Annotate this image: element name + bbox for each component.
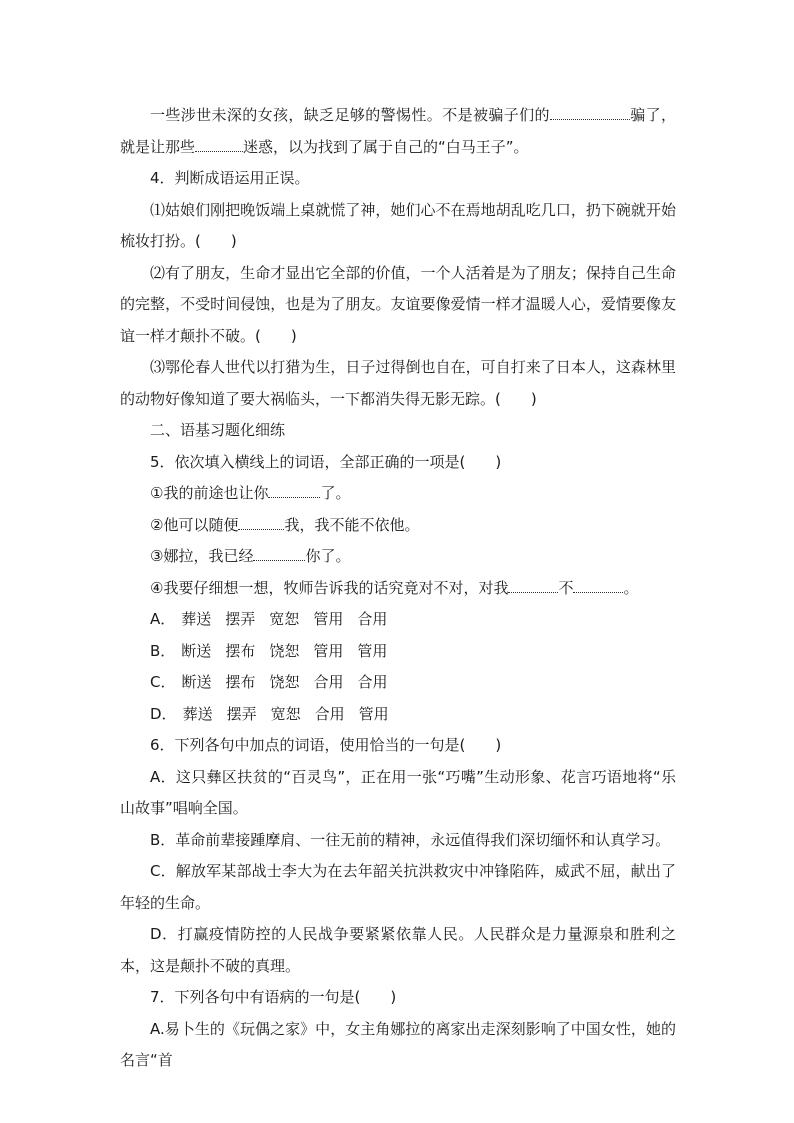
answer-blank[interactable] (508, 578, 558, 593)
q6-option-d[interactable]: D．打赢疫情防控的人民战争要紧紧依靠人民。人民群众是力量源泉和胜利之本，这是颠扑不破的真理。 (120, 925, 676, 975)
section-2-title: 二、语基习题化细练 (150, 421, 286, 439)
q5-s2-text: ②他可以随便 (150, 515, 239, 534)
option-word: 摆弄 (226, 704, 257, 723)
option-letter: C． (150, 673, 176, 691)
q5-s1-tail: 了。 (320, 484, 351, 502)
q6-option-c[interactable]: C．解放军某部战士李大为在去年韶关抗洪救灾中冲锋陷阵，威武不屈，献出了年轻的生命。 (120, 862, 676, 912)
option-word: 葬送 (181, 610, 212, 628)
intro-text-2: 骗了，就是让那些 (120, 106, 676, 156)
q7-title: 7．下列各句中有语病的一句是( ) (150, 988, 397, 1006)
q5-s4-mid: 不 (558, 578, 574, 597)
answer-blank[interactable] (195, 137, 243, 152)
option-word: 管用 (358, 704, 389, 723)
option-word: 管用 (313, 610, 344, 628)
option-word: 管用 (313, 641, 344, 660)
q7-option-a[interactable]: A.易卜生的《玩偶之家》中，女主角娜拉的离家出走深刻影响了中国女性，她的名言“首 (120, 1019, 676, 1069)
q5-sentence-1 (120, 478, 676, 510)
option-word: 合用 (357, 673, 388, 691)
q6-option-a[interactable]: A．这只彝区扶贫的“百灵鸟”，正在用一张“巧嘴”生动形象、花言巧语地将“乐山故事”唱响全国。 (120, 767, 676, 817)
answer-blank[interactable] (550, 105, 630, 120)
option-word: 宽恕 (270, 704, 301, 723)
option-letter: B． (150, 641, 176, 660)
q6-option-b[interactable]: B．革命前辈接踵摩肩、一往无前的精神，永远值得我们深切缅怀和认真学习。 (150, 830, 671, 849)
option-word: 合用 (357, 610, 388, 628)
answer-blank[interactable] (573, 578, 623, 593)
option-letter: A． (150, 610, 176, 628)
intro-text-1: 一些涉世未深的女孩，缺乏足够的警惕性。不是被骗子们的 (150, 106, 550, 124)
q4-item-2: ⑵有了朋友，生命才显出它全部的价值，一个人活着是为了朋友；保持自己生命的完整，不受时间侵蚀，也是为了朋友。友谊要像爱情一样才温暖人心，爱情要像友谊一样才颠扑不破。( ) (120, 263, 676, 345)
option-word: 葬送 (182, 704, 213, 723)
option-word: 摆布 (225, 641, 256, 660)
q4-title: 4．判断成语运用正误。 (150, 169, 310, 187)
answer-blank[interactable] (238, 515, 284, 530)
intro-text-3: 迷惑，以为找到了属于自己的“白马王子”。 (243, 137, 529, 156)
q5-option-b[interactable] (120, 636, 676, 668)
q5-sentence-3 (120, 541, 676, 573)
option-word: 摆布 (225, 673, 256, 691)
option-word: 合用 (313, 673, 344, 691)
q5-option-a[interactable] (120, 604, 676, 636)
option-word: 断送 (181, 673, 212, 691)
q5-sentence-4 (120, 573, 676, 605)
answer-blank[interactable] (268, 483, 320, 498)
q5-s3-tail: 你了。 (305, 547, 351, 565)
document-body (120, 100, 676, 1077)
q5-s4-tail: 。 (623, 578, 639, 597)
option-word: 饶恕 (269, 641, 300, 660)
q5-sentence-2 (120, 510, 676, 542)
q5-s3-text: ③娜拉，我已经 (150, 547, 254, 565)
q5-s1-text: ①我的前途也让你 (150, 484, 269, 502)
option-letter: D． (150, 704, 177, 723)
q5-s4-text: ④我要仔细想一想，牧师告诉我的话究竟对不对，对我 (150, 578, 509, 597)
q5-title: 5．依次填入横线上的词语，全部正确的一项是( ) (150, 452, 502, 471)
option-word: 宽恕 (269, 610, 300, 628)
answer-blank[interactable] (253, 546, 305, 561)
q5-s2-tail: 我，我不能不依他。 (284, 515, 420, 534)
option-word: 摆弄 (225, 610, 256, 628)
q5-option-d[interactable] (120, 699, 676, 731)
option-word: 合用 (314, 704, 345, 723)
option-word: 管用 (357, 641, 388, 660)
q4-item-1: ⑴姑娘们刚把晚饭端上桌就慌了神，她们心不在焉地胡乱吃几口，扔下碗就开始梳妆打扮。( ) (120, 200, 676, 250)
q5-option-c[interactable] (120, 667, 676, 699)
option-word: 断送 (181, 641, 212, 660)
q6-title: 6．下列各句中加点的词语，使用恰当的一句是( ) (150, 736, 502, 754)
option-word: 饶恕 (269, 673, 300, 691)
intro-paragraph (120, 100, 676, 163)
q4-item-3: ⑶鄂伦春人世代以打猎为生，日子过得倒也自在，可自打来了日本人，这森林里的动物好像知道了要大祸临头，一下都消失得无影无踪。( ) (120, 358, 676, 408)
